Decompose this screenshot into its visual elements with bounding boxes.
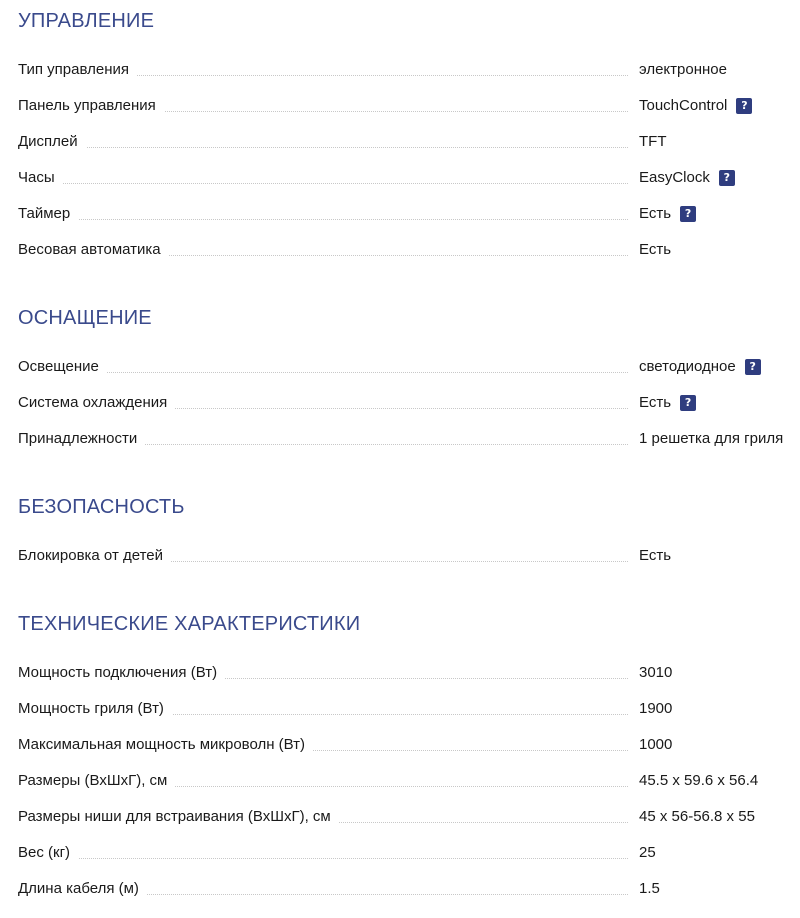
dotted-leader [18,858,628,859]
spec-value [639,736,672,754]
spec-label: Тип управления [18,61,137,79]
spec-row [18,358,800,394]
spec-value-text: 1900 [639,700,673,717]
spec-row [18,61,800,97]
spec-label: Система охлаждения [18,394,175,412]
spec-list [18,664,800,916]
spec-list [18,358,800,466]
section-title: ОСНАЩЕНИЕ [18,307,152,329]
dotted-leader [18,372,628,373]
spec-value-text: 1 решетка для гриля [639,430,784,447]
spec-list [18,61,800,277]
question-icon[interactable]: ? [745,359,761,375]
spec-value [639,547,671,565]
spec-value [639,61,727,79]
dotted-leader [18,219,628,220]
spec-value-text: TFT [639,133,667,150]
spec-value-text: EasyClock [639,169,710,186]
spec-list [18,547,800,583]
spec-value [639,772,758,790]
section-title: ТЕХНИЧЕСКИЕ ХАРАКТЕРИСТИКИ [18,613,361,635]
spec-value-text: Есть [639,241,672,258]
spec-value-text: 3010 [639,664,673,681]
spec-value [639,664,672,682]
spec-row [18,133,800,169]
spec-value-text: светодиодное [639,358,736,375]
spec-value [639,358,761,376]
spec-row [18,394,800,430]
spec-value [639,241,671,259]
spec-label: Панель управления [18,97,164,115]
spec-value-text: 1.5 [639,880,660,897]
spec-row [18,205,800,241]
question-icon[interactable]: ? [736,98,752,114]
question-icon[interactable]: ? [719,170,735,186]
section-title: УПРАВЛЕНИЕ [18,10,155,32]
spec-value-text: Есть [639,205,672,222]
dotted-leader [18,183,628,184]
spec-row [18,97,800,133]
spec-value [639,205,696,223]
spec-label: Длина кабеля (м) [18,880,147,898]
spec-row [18,169,800,205]
spec-row [18,844,800,880]
spec-value-text: Есть [639,547,672,564]
spec-row [18,700,800,736]
spec-value [639,133,667,151]
spec-row [18,880,800,916]
spec-value [639,430,783,448]
spec-row [18,736,800,772]
spec-label: Освещение [18,358,107,376]
spec-label: Размеры ниши для встраивания (ВхШхГ), см [18,808,339,826]
dotted-leader [18,147,628,148]
spec-label: Максимальная мощность микроволн (Вт) [18,736,313,754]
spec-label: Принадлежности [18,430,145,448]
section-safety [18,495,800,583]
spec-value-text: 45.5 x 59.6 x 56.4 [639,772,759,789]
spec-row [18,664,800,700]
spec-value-text: 45 x 56-56.8 x 55 [639,808,755,825]
spec-value [639,169,735,187]
spec-row [18,430,800,466]
spec-label: Мощность подключения (Вт) [18,664,225,682]
question-icon[interactable]: ? [680,395,696,411]
spec-value [639,97,752,115]
spec-label: Вес (кг) [18,844,78,862]
spec-label: Весовая автоматика [18,241,169,259]
spec-value-text: TouchControl [639,97,728,114]
spec-label: Блокировка от детей [18,547,171,565]
spec-value-text: Есть [639,394,672,411]
section-equipment [18,306,800,466]
section-control [18,9,800,277]
spec-row [18,772,800,808]
spec-value [639,808,755,826]
spec-label: Часы [18,169,63,187]
spec-value [639,880,660,898]
spec-label: Дисплей [18,133,86,151]
spec-value [639,844,656,862]
spec-label: Мощность гриля (Вт) [18,700,172,718]
spec-value [639,700,672,718]
spec-row [18,808,800,844]
spec-label: Размеры (ВхШхГ), см [18,772,175,790]
question-icon[interactable]: ? [680,206,696,222]
spec-label: Таймер [18,205,78,223]
spec-row [18,241,800,277]
spec-value-text: 25 [639,844,656,861]
section-title: БЕЗОПАСНОСТЬ [18,496,185,518]
spec-value-text: электронное [639,61,727,78]
section-specs [18,612,800,916]
spec-row [18,547,800,583]
spec-value [639,394,696,412]
spec-value-text: 1000 [639,736,673,753]
